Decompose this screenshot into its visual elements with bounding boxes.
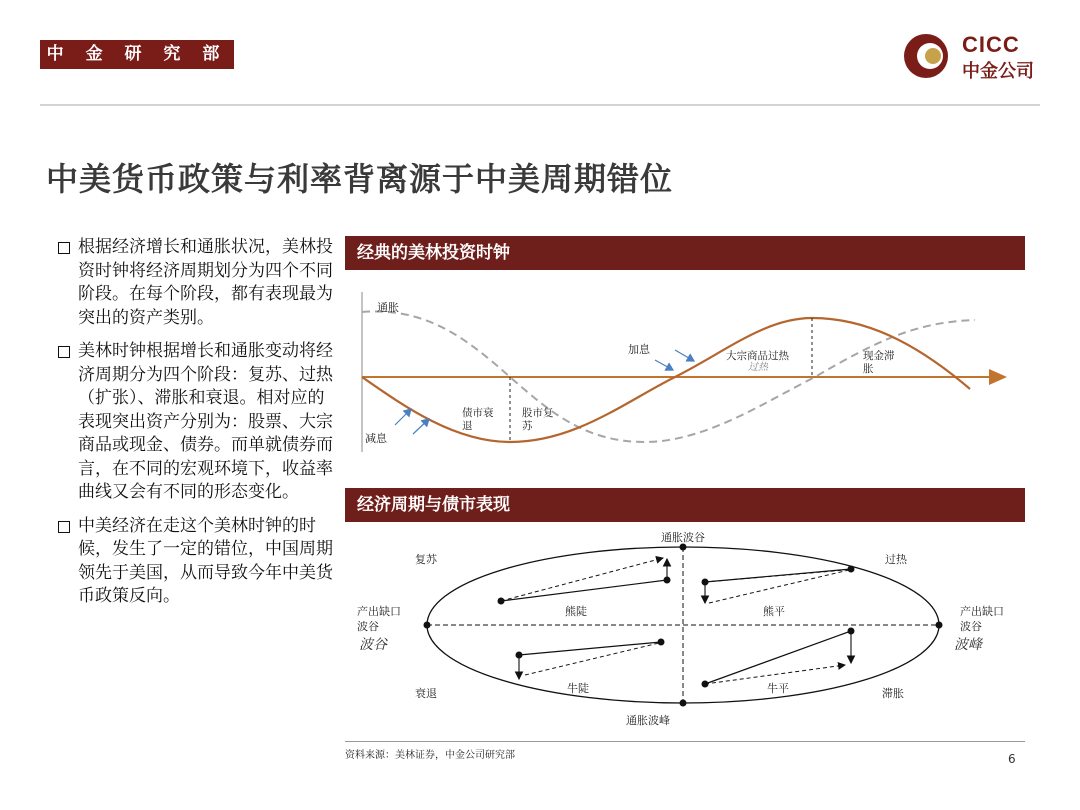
merrill-clock-diagram [345,282,1025,460]
label-overheat: 过热 [885,553,907,566]
label-output-gap-left: 产出缺口 [357,605,401,618]
merrill-clock-title-bar: 经典的美林投资时钟 [345,236,1025,270]
point-dot [680,544,687,551]
label-stagflation: 滞胀 [882,687,904,700]
yield-line [501,580,667,601]
label-cash-stagflation: 现金滞 [863,350,895,362]
square-bullet-icon [58,242,70,254]
point-dot [848,566,855,573]
point-dot [516,652,523,659]
label-stock-recovery: 苏 [522,420,533,432]
label-bond-recession: 债市衰 [462,407,494,419]
point-dot [848,628,855,635]
point-dot [664,577,671,584]
label-commodity-overheat: 大宗商品过热 [726,350,789,362]
page-title: 中美货币政策与利率背离源于中美周期错位 [46,160,674,198]
page-number: 6 [1008,752,1016,766]
bond-cycle-diagram [345,525,1035,735]
yield-line [519,642,661,655]
yield-line [705,631,851,684]
label-inflation-trough: 通胀波谷 [661,531,705,544]
label-stock-recovery: 股市复 [522,407,554,419]
bullet-item [58,236,340,330]
cicc-logo [902,30,1042,82]
label-cash-stagflation: 胀 [863,363,874,375]
label-output-gap-left: 波谷 [357,620,379,633]
header-divider [40,104,1040,106]
label-output-gap-right-handwritten: 波峰 [954,637,982,653]
label-recession: 衰退 [415,687,437,700]
square-bullet-icon [58,346,70,358]
label-inflation-peak: 通胀波峰 [626,714,670,727]
cicc-logo-icon [902,32,950,80]
point-dot [680,700,687,707]
logo-text-en: CICC [962,32,1020,57]
cut-arrow-icon [413,419,429,434]
bond-cycle-title-bar: 经济周期与债市表现 [345,488,1025,522]
point-dot [498,598,505,605]
bullet-item [58,515,340,609]
label-output-gap-right: 产出缺口 [960,605,1004,618]
bullet-list [58,236,340,619]
label-inflation: 通胀 [377,301,399,314]
source-note: 资料来源：美林证券，中金公司研究部 [345,750,515,761]
bullet-text: 美林时钟根据增长和通胀变动将经济周期分为四个阶段：复苏、过热（扩张）、滞胀和衰退。相对应的表现突出资产分别为：股票、大宗商品或现金、债券。而单就债券而言，在不同的宏观环境下，收益率曲线又会有不同的形态变化。 [78,341,333,502]
label-output-gap-right: 波谷 [960,620,982,633]
hike-arrow-icon [655,360,673,370]
point-dot [702,579,709,586]
point-dot [424,622,431,629]
label-recovery: 复苏 [415,553,437,566]
label-hike: 加息 [628,343,650,356]
point-dot [936,622,943,629]
yield-line-dashed [501,558,663,601]
bullet-text: 根据经济增长和通胀状况，美林投资时钟将经济周期划分为四个不同阶段。在每个阶段，都有表现最为突出的资产类别。 [78,237,333,328]
label-cut: 减息 [365,432,387,445]
cut-arrow-icon [395,409,411,425]
label-bull-steep: 牛陡 [567,682,589,695]
label-overheat-handwritten: 过热 [748,362,768,373]
growth-curve [362,318,970,442]
label-bond-recession: 退 [462,420,473,432]
point-dot [702,681,709,688]
label-bull-flat: 牛平 [767,682,789,695]
footer-divider [345,741,1025,742]
square-bullet-icon [58,521,70,533]
hike-arrow-icon [675,350,694,361]
label-bear-flat: 熊平 [763,605,785,618]
department-badge: 中 金 研 究 部 [40,40,234,69]
point-dot [658,639,665,646]
yield-line-dashed [705,570,845,582]
label-output-gap-left-handwritten: 波谷 [359,637,387,653]
logo-text-cn: 中金公司 [962,61,1034,82]
bullet-text: 中美经济在走这个美林时钟的时候，发生了一定的错位，中国周期领先于美国，从而导致今年中美货币政策反向。 [78,515,333,606]
bullet-item [58,340,340,505]
label-bear-steep: 熊陡 [565,605,587,618]
